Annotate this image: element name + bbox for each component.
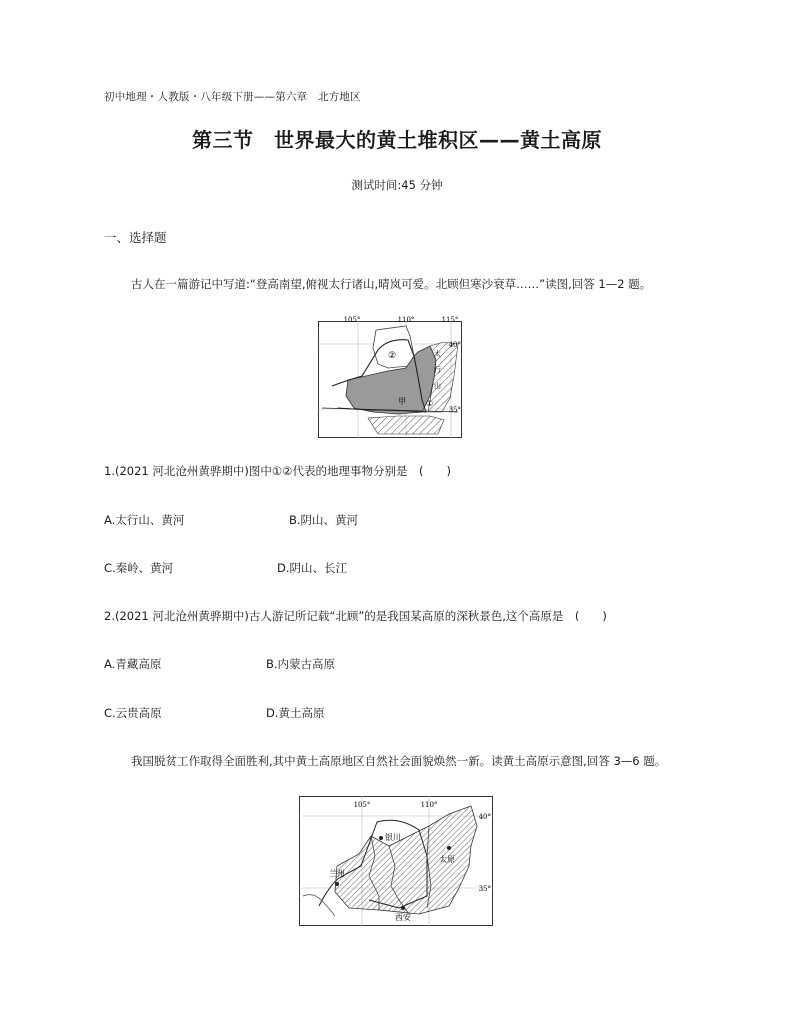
test-time: 测试时间:45 分钟 [351,178,443,192]
city-dot-lanzhou [335,882,339,886]
city-dot-taiyuan [447,846,451,850]
question-intro-1: 古人在一篇游记中写道:“登高南望,俯视太行诸山,晴岚可爱。北顾但寒沙衰草……”读图,回答 1—2 题。 [131,277,652,291]
lon-label: 115° [441,316,459,324]
lat-label: 35° [448,406,461,414]
option-a[interactable]: A.青藏高原 [104,657,162,671]
southern-mountain-band [368,416,444,434]
loess-plateau-map-2 [299,796,493,926]
city-dot-yinchuan [379,836,383,840]
option-a[interactable]: A.太行山、黄河 [104,513,185,527]
side-char: 行 [434,366,441,374]
lat-label: 40° [448,341,461,349]
city-label-yinchuan: 银川 [385,833,401,842]
marker-2: ② [388,351,397,361]
side-char: 太 [434,350,441,358]
lon-label: 110° [420,801,438,809]
section-heading: 一、选择题 [104,230,167,245]
page-title: 第三节 世界最大的黄土堆积区——黄土高原 [192,128,602,152]
option-d[interactable]: D.黄土高原 [266,706,325,720]
lon-label: 105° [353,801,371,809]
lon-label: 105° [343,316,361,324]
option-b[interactable]: B.阴山、黄河 [289,513,359,527]
lat-label: 40° [478,813,491,821]
breadcrumb: 初中地理・人教版・八年级下册——第六章 北方地区 [104,91,361,103]
marker-1: ① [426,399,434,408]
option-b[interactable]: B.内蒙古高原 [266,657,336,671]
lon-label: 110° [397,316,415,324]
region-label: 甲 [398,397,406,406]
city-label-xian: 西安 [395,913,411,922]
option-d[interactable]: D.阴山、长江 [277,561,348,575]
question-1-stem: 1.(2021 河北沧州黄骅期中)图中①②代表的地理事物分别是 ( ) [104,464,451,478]
question-2-stem: 2.(2021 河北沧州黄骅期中)古人游记所记载“北顾”的是我国某高原的深秋景色,这个高原是 ( ) [104,609,607,623]
lat-label: 35° [478,885,491,893]
question-intro-2: 我国脱贫工作取得全面胜利,其中黄土高原地区自然社会面貌焕然一新。读黄土高原示意图,回答 3—6 题。 [131,754,667,768]
city-dot-xian [401,906,405,910]
loess-plateau-map-1 [318,316,462,438]
city-label-taiyuan: 太原 [439,855,455,864]
city-label-lanzhou: 兰州 [329,869,345,878]
option-c[interactable]: C.云贵高原 [104,706,162,720]
side-char: 山 [434,382,441,390]
northern-plateau-outline [373,326,414,368]
option-c[interactable]: C.秦岭、黄河 [104,561,174,575]
